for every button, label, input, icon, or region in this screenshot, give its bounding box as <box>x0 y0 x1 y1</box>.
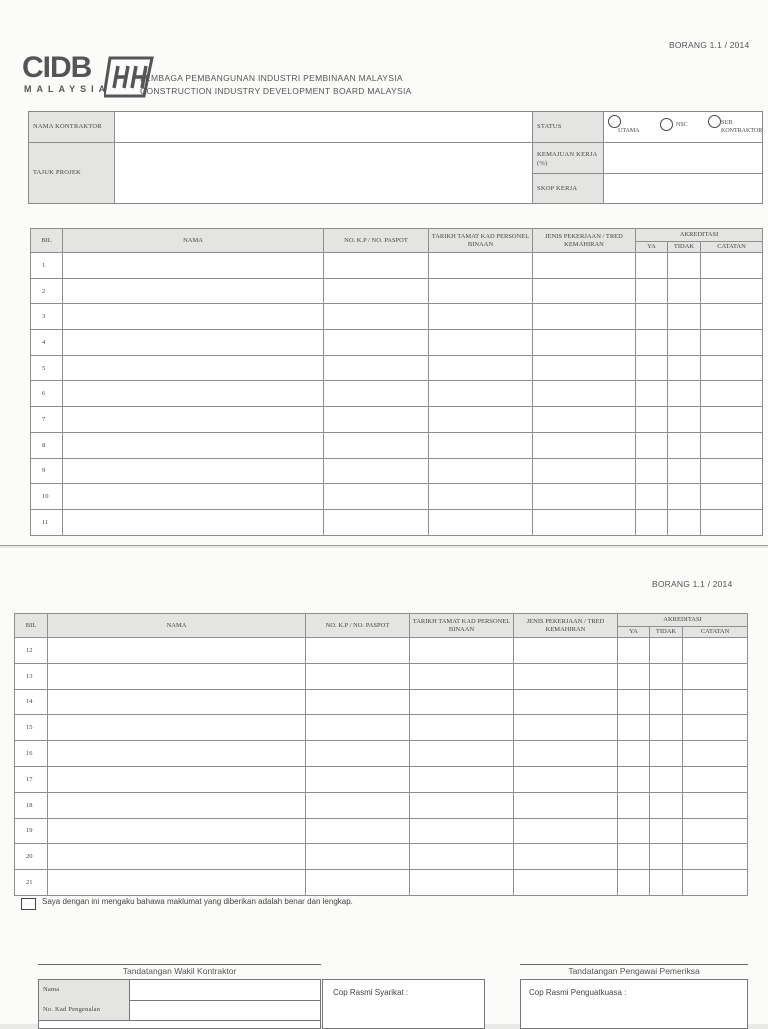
jenis-cell[interactable] <box>533 330 636 356</box>
nama-cell[interactable] <box>48 741 306 767</box>
nama-cell[interactable] <box>48 818 306 844</box>
nama-cell[interactable] <box>63 484 324 510</box>
nokp-cell[interactable] <box>324 509 429 535</box>
nokp-cell[interactable] <box>324 330 429 356</box>
nokp-cell[interactable] <box>306 741 410 767</box>
logo-subtitle: MALAYSIA <box>24 84 111 94</box>
tidak-cell[interactable] <box>668 407 701 433</box>
ya-cell[interactable] <box>636 381 668 407</box>
table-row <box>31 458 763 484</box>
col-header-catatan: CATATAN <box>701 242 763 253</box>
bil-cell: 13 <box>15 663 48 689</box>
nama-cell[interactable] <box>63 509 324 535</box>
skop-kerja-label-cell <box>533 174 604 203</box>
nama-cell[interactable] <box>63 432 324 458</box>
ya-cell[interactable] <box>636 484 668 510</box>
ya-cell[interactable] <box>618 870 650 896</box>
tarikh-cell[interactable] <box>410 792 514 818</box>
tarikh-cell[interactable] <box>429 355 533 381</box>
nokp-cell[interactable] <box>306 792 410 818</box>
catatan-cell[interactable] <box>683 870 748 896</box>
nokp-cell[interactable] <box>324 278 429 304</box>
ya-cell[interactable] <box>618 715 650 741</box>
bil-cell: 18 <box>15 792 48 818</box>
kemajuan-kerja-label-cell <box>533 143 604 174</box>
table-row <box>15 870 748 896</box>
jenis-cell[interactable] <box>533 253 636 279</box>
col-header-tarikh: TARIKH TAMAT KAD PERSONEL BINAAN <box>410 614 514 638</box>
nokp-cell[interactable] <box>324 432 429 458</box>
ya-cell[interactable] <box>618 792 650 818</box>
bil-cell: 2 <box>31 278 63 304</box>
bil-cell: 20 <box>15 844 48 870</box>
ya-cell[interactable] <box>636 407 668 433</box>
status-nsc-radio[interactable] <box>660 118 673 131</box>
jenis-cell[interactable] <box>514 663 618 689</box>
nokp-cell[interactable] <box>324 355 429 381</box>
catatan-cell[interactable] <box>683 663 748 689</box>
nama-field[interactable] <box>129 980 321 1001</box>
nama-cell[interactable] <box>63 407 324 433</box>
tarikh-cell[interactable] <box>429 458 533 484</box>
tarikh-cell[interactable] <box>410 741 514 767</box>
nokp-cell[interactable] <box>306 844 410 870</box>
tarikh-cell[interactable] <box>429 432 533 458</box>
nama-cell[interactable] <box>63 253 324 279</box>
catatan-cell[interactable] <box>683 689 748 715</box>
catatan-cell[interactable] <box>701 278 763 304</box>
tajuk-projek-label-cell <box>29 143 115 203</box>
tarikh-cell[interactable] <box>410 844 514 870</box>
tidak-cell[interactable] <box>650 792 683 818</box>
table-row <box>15 844 748 870</box>
worker-table-page-1 <box>30 228 763 536</box>
tarikh-cell[interactable] <box>410 715 514 741</box>
table-row <box>31 330 763 356</box>
col-header-akreditasi: AKREDITASI <box>618 614 748 627</box>
tarikh-cell[interactable] <box>410 663 514 689</box>
nokp-cell[interactable] <box>324 407 429 433</box>
ya-cell[interactable] <box>636 355 668 381</box>
col-header-tidak: TIDAK <box>650 627 683 638</box>
status-label-cell <box>533 112 604 143</box>
bil-cell: 3 <box>31 304 63 330</box>
nama-kontraktor-label-cell <box>29 112 115 143</box>
status-options <box>604 112 762 143</box>
tarikh-cell[interactable] <box>410 818 514 844</box>
catatan-cell[interactable] <box>701 330 763 356</box>
skop-kerja-field[interactable] <box>604 174 762 203</box>
nokp-cell[interactable] <box>324 458 429 484</box>
bil-cell: 5 <box>31 355 63 381</box>
tarikh-cell[interactable] <box>429 407 533 433</box>
table-row <box>15 715 748 741</box>
col-header-catatan: CATATAN <box>683 627 748 638</box>
status-utama-label: UTAMA <box>618 128 640 134</box>
col-header-jenis: JENIS PEKERJAAN / TRED KEMAHIRAN <box>514 614 618 638</box>
tidak-cell[interactable] <box>668 278 701 304</box>
tidak-cell[interactable] <box>668 509 701 535</box>
table-body-page-1 <box>31 253 763 536</box>
ya-cell[interactable] <box>618 766 650 792</box>
nokp-cell[interactable] <box>306 689 410 715</box>
jenis-cell[interactable] <box>533 407 636 433</box>
tidak-cell[interactable] <box>650 818 683 844</box>
col-header-jenis: JENIS PEKERJAAN / TRED KEMAHIRAN <box>533 229 636 253</box>
table-row <box>31 407 763 433</box>
tidak-cell[interactable] <box>650 741 683 767</box>
col-header-nama: NAMA <box>48 614 306 638</box>
signature-title-contractor: Tandatangan Wakil Kontraktor <box>122 966 237 976</box>
ya-cell[interactable] <box>618 844 650 870</box>
ya-cell[interactable] <box>618 741 650 767</box>
nokp-cell[interactable] <box>306 870 410 896</box>
catatan-cell[interactable] <box>701 253 763 279</box>
tarikh-cell[interactable] <box>429 253 533 279</box>
nama-kontraktor-label: NAMA KONTRAKTOR <box>33 123 102 130</box>
nama-cell[interactable] <box>63 458 324 484</box>
tidak-cell[interactable] <box>668 330 701 356</box>
table-row <box>31 509 763 535</box>
org-name-malay: LEMBAGA PEMBANGUNAN INDUSTRI PEMBINAAN MALAYSIA <box>140 73 403 83</box>
bil-cell: 15 <box>15 715 48 741</box>
nokp-cell[interactable] <box>306 638 410 664</box>
tidak-cell[interactable] <box>668 355 701 381</box>
catatan-cell[interactable] <box>683 638 748 664</box>
ya-cell[interactable] <box>636 432 668 458</box>
tidak-cell[interactable] <box>668 253 701 279</box>
bil-cell: 14 <box>15 689 48 715</box>
table-row <box>31 355 763 381</box>
catatan-cell[interactable] <box>683 766 748 792</box>
form-code: BORANG 1.1 / 2014 <box>652 579 733 589</box>
catatan-cell[interactable] <box>683 715 748 741</box>
catatan-cell[interactable] <box>701 304 763 330</box>
tarikh-cell[interactable] <box>410 766 514 792</box>
kemajuan-kerja-field[interactable] <box>604 143 762 174</box>
catatan-cell[interactable] <box>683 792 748 818</box>
contractor-details-box <box>38 979 321 1029</box>
nokp-cell[interactable] <box>306 818 410 844</box>
table-row <box>15 818 748 844</box>
ya-cell[interactable] <box>618 663 650 689</box>
catatan-cell[interactable] <box>701 355 763 381</box>
status-label: STATUS <box>537 123 562 130</box>
bil-cell: 12 <box>15 638 48 664</box>
tidak-cell[interactable] <box>650 844 683 870</box>
col-header-bil: BIL <box>15 614 48 638</box>
cop-penguatkuasa-label: Cop Rasmi Penguatkuasa : <box>529 988 627 997</box>
ya-cell[interactable] <box>618 818 650 844</box>
bil-cell: 6 <box>31 381 63 407</box>
col-header-bil: BIL <box>31 229 63 253</box>
bil-cell: 16 <box>15 741 48 767</box>
tajuk-projek-label: TAJUK PROJEK <box>33 169 81 176</box>
bil-cell: 10 <box>31 484 63 510</box>
jenis-cell[interactable] <box>514 638 618 664</box>
ya-cell[interactable] <box>636 304 668 330</box>
nama-cell[interactable] <box>48 792 306 818</box>
contractor-info-box <box>28 111 763 204</box>
jenis-cell[interactable] <box>514 844 618 870</box>
tidak-cell[interactable] <box>668 304 701 330</box>
form-code: BORANG 1.1 / 2014 <box>669 40 750 50</box>
no-kad-label-cell <box>39 1000 130 1021</box>
skop-kerja-label: SKOP KERJA <box>537 185 578 192</box>
worker-table-page-2 <box>14 613 748 896</box>
tidak-cell[interactable] <box>650 715 683 741</box>
tarikh-cell[interactable] <box>429 381 533 407</box>
signature-line-officer <box>520 964 748 965</box>
table-row <box>15 792 748 818</box>
nokp-cell[interactable] <box>306 715 410 741</box>
signature-title-officer: Tandatangan Pengawai Pemeriksa <box>568 966 700 976</box>
nama-cell[interactable] <box>63 381 324 407</box>
catatan-cell[interactable] <box>683 818 748 844</box>
nokp-cell[interactable] <box>324 304 429 330</box>
col-header-akreditasi: AKREDITASI <box>636 229 763 242</box>
jenis-cell[interactable] <box>533 381 636 407</box>
ya-cell[interactable] <box>636 253 668 279</box>
tarikh-cell[interactable] <box>410 689 514 715</box>
no-kad-field[interactable] <box>129 1000 321 1021</box>
nokp-cell[interactable] <box>306 663 410 689</box>
tarikh-cell[interactable] <box>410 638 514 664</box>
status-utama-radio[interactable] <box>608 115 621 128</box>
tidak-cell[interactable] <box>650 870 683 896</box>
table-row <box>31 278 763 304</box>
col-header-tarikh: TARIKH TAMAT KAD PERSONEL BINAAN <box>429 229 533 253</box>
cop-penguatkuasa-box[interactable] <box>520 979 748 1029</box>
logo-text: CIDB <box>22 51 92 84</box>
catatan-cell[interactable] <box>701 484 763 510</box>
nokp-cell[interactable] <box>324 484 429 510</box>
col-header-ya: YA <box>636 242 668 253</box>
jenis-cell[interactable] <box>514 766 618 792</box>
jenis-cell[interactable] <box>533 304 636 330</box>
ya-cell[interactable] <box>636 278 668 304</box>
declaration-text: Saya dengan ini mengaku bahawa maklumat yang diberikan adalah benar dan lengkap. <box>42 897 353 906</box>
org-name-english: CONSTRUCTION INDUSTRY DEVELOPMENT BOARD MALAYSIA <box>140 86 412 96</box>
status-subkontraktor-label: SUB KONTRAKTOR <box>721 120 763 134</box>
catatan-cell[interactable] <box>683 741 748 767</box>
jenis-cell[interactable] <box>533 432 636 458</box>
nama-kontraktor-field[interactable] <box>115 112 533 143</box>
bil-cell: 11 <box>31 509 63 535</box>
nokp-cell[interactable] <box>306 766 410 792</box>
status-nsc-label: NSC <box>676 122 688 128</box>
nama-cell[interactable] <box>48 638 306 664</box>
nokp-cell[interactable] <box>324 253 429 279</box>
cidb-logo <box>22 52 137 100</box>
tidak-cell[interactable] <box>668 458 701 484</box>
tidak-cell[interactable] <box>650 766 683 792</box>
col-header-tidak: TIDAK <box>668 242 701 253</box>
form-page-2 <box>0 548 768 1024</box>
bil-cell: 8 <box>31 432 63 458</box>
jenis-cell[interactable] <box>514 792 618 818</box>
declaration-checkbox[interactable] <box>21 898 36 910</box>
catatan-cell[interactable] <box>701 509 763 535</box>
tarikh-cell[interactable] <box>429 509 533 535</box>
bil-cell: 9 <box>31 458 63 484</box>
cop-syarikat-label: Cop Rasmi Syarikat : <box>333 988 409 997</box>
table-row <box>15 663 748 689</box>
col-header-ya: YA <box>618 627 650 638</box>
ya-cell[interactable] <box>618 638 650 664</box>
nama-cell[interactable] <box>48 766 306 792</box>
catatan-cell[interactable] <box>701 381 763 407</box>
jenis-cell[interactable] <box>514 870 618 896</box>
tidak-cell[interactable] <box>668 381 701 407</box>
jenis-cell[interactable] <box>533 278 636 304</box>
tidak-cell[interactable] <box>668 432 701 458</box>
table-row <box>31 253 763 279</box>
col-header-nokp: NO. K.P / NO. PASPOT <box>324 229 429 253</box>
tidak-cell[interactable] <box>650 663 683 689</box>
tidak-cell[interactable] <box>668 484 701 510</box>
jenis-cell[interactable] <box>533 355 636 381</box>
jenis-cell[interactable] <box>533 484 636 510</box>
nama-cell[interactable] <box>48 663 306 689</box>
nama-label: Nama <box>43 986 60 993</box>
tarikh-cell[interactable] <box>429 278 533 304</box>
tajuk-projek-field[interactable] <box>115 143 533 203</box>
catatan-cell[interactable] <box>701 432 763 458</box>
jenis-cell[interactable] <box>514 689 618 715</box>
catatan-cell[interactable] <box>701 407 763 433</box>
table-row <box>31 484 763 510</box>
ya-cell[interactable] <box>636 509 668 535</box>
jenis-cell[interactable] <box>514 741 618 767</box>
ya-cell[interactable] <box>618 689 650 715</box>
bil-cell: 7 <box>31 407 63 433</box>
bil-cell: 17 <box>15 766 48 792</box>
tidak-cell[interactable] <box>650 638 683 664</box>
table-row <box>15 741 748 767</box>
nama-cell[interactable] <box>48 715 306 741</box>
table-row <box>31 304 763 330</box>
col-header-nokp: NO. K.P / NO. PASPOT <box>306 614 410 638</box>
tarikh-cell[interactable] <box>429 304 533 330</box>
signature-line-contractor <box>38 964 321 965</box>
table-body-page-2 <box>15 638 748 896</box>
tarikh-cell[interactable] <box>429 484 533 510</box>
col-header-nama: NAMA <box>63 229 324 253</box>
tidak-cell[interactable] <box>650 689 683 715</box>
nama-cell[interactable] <box>48 870 306 896</box>
ya-cell[interactable] <box>636 458 668 484</box>
jenis-cell[interactable] <box>533 509 636 535</box>
jenis-cell[interactable] <box>533 458 636 484</box>
bil-cell: 21 <box>15 870 48 896</box>
jenis-cell[interactable] <box>514 715 618 741</box>
nama-label-cell <box>39 980 130 1001</box>
catatan-cell[interactable] <box>701 458 763 484</box>
nama-cell[interactable] <box>63 355 324 381</box>
no-kad-label: No. Kad Pengenalan <box>43 1006 101 1013</box>
bil-cell: 1 <box>31 253 63 279</box>
nama-cell[interactable] <box>48 844 306 870</box>
nama-cell[interactable] <box>63 330 324 356</box>
jenis-cell[interactable] <box>514 818 618 844</box>
nama-cell[interactable] <box>63 278 324 304</box>
catatan-cell[interactable] <box>683 844 748 870</box>
tarikh-cell[interactable] <box>410 870 514 896</box>
nokp-cell[interactable] <box>324 381 429 407</box>
nama-cell[interactable] <box>63 304 324 330</box>
table-row <box>31 432 763 458</box>
cop-syarikat-box[interactable] <box>322 979 485 1029</box>
table-row <box>15 689 748 715</box>
table-row <box>31 381 763 407</box>
table-row <box>15 766 748 792</box>
kemajuan-kerja-label: KEMAJUAN KERJA (%) <box>537 151 598 167</box>
tarikh-cell[interactable] <box>429 330 533 356</box>
bil-cell: 19 <box>15 818 48 844</box>
bil-cell: 4 <box>31 330 63 356</box>
ya-cell[interactable] <box>636 330 668 356</box>
nama-cell[interactable] <box>48 689 306 715</box>
table-row <box>15 638 748 664</box>
